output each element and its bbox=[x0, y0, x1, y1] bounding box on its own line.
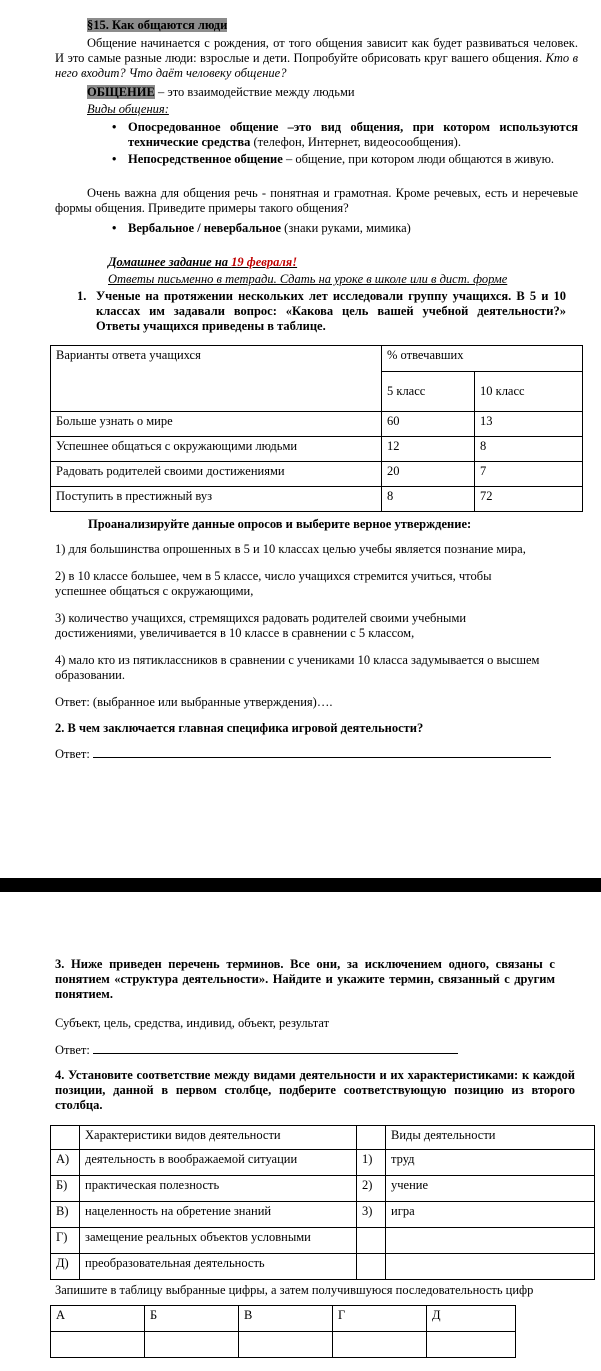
q1-header-variants: Варианты ответа учащихся bbox=[51, 346, 382, 412]
type-direct: • Непосредственное общение – общение, при котором люди общаются в живую. bbox=[108, 152, 578, 167]
type-mediated: • Опосредованное общение –это вид общения, при котором используются технические средства (телефон, Интернет, видеосообщения). bbox=[108, 120, 578, 150]
q1-number: 1. bbox=[77, 289, 87, 303]
answer-header-a: А bbox=[51, 1306, 145, 1332]
q2-answer-field[interactable] bbox=[93, 746, 551, 758]
q1-header-10: 10 класс bbox=[475, 372, 583, 412]
q4-table bbox=[50, 1125, 595, 1280]
answer-cell-b[interactable] bbox=[145, 1332, 239, 1358]
q4-header-left: Характеристики видов деятельности bbox=[80, 1126, 357, 1150]
table-row: Успешнее общаться с окружающими людьми 12 8 bbox=[51, 437, 583, 462]
q4-answer-table bbox=[50, 1305, 516, 1358]
homework-line: Домашнее задание на 19 февраля! bbox=[108, 255, 298, 269]
types-list bbox=[108, 120, 578, 167]
answer-header-g: Г bbox=[333, 1306, 427, 1332]
answer-cell-v[interactable] bbox=[239, 1332, 333, 1358]
q1-text: Ученые на протяжении нескольких лет исследовали группу учащихся. В 5 и 10 классах им задавали вопрос: «Какова цель вашей учебной деятельности?» Ответы учащихся приведены в таблице. bbox=[96, 289, 566, 333]
table-row: В) нацеленность на обретение знаний 3) игра bbox=[51, 1202, 595, 1228]
homework-instructions: Ответы письменно в тетради. Сдать на уроке в школе или в дист. форме bbox=[108, 272, 508, 286]
answer-header-v: В bbox=[239, 1306, 333, 1332]
q3-answer: Ответ: bbox=[55, 1042, 458, 1058]
speech-paragraph: Очень важна для общения речь - понятная и грамотная. Кроме речевых, есть и неречевые формы общения. Приведите примеры такого общения? bbox=[55, 186, 578, 215]
q3-text: 3. Ниже приведен перечень терминов. Все они, за исключением одного, связаны с понятием «структура деятельности». Найдите и укажите термин, связанный с другим понятием. bbox=[55, 957, 555, 1001]
q1-header-percent: % отвечавших bbox=[382, 346, 583, 372]
table-row: Д) преобразовательная деятельность bbox=[51, 1254, 595, 1280]
q1-option-3: 3) количество учащихся, стремящихся радовать родителей своими учебными достижениями, увеличивается в 10 классе в сравнении с 5 классом, bbox=[55, 611, 467, 640]
q2-text: 2. В чем заключается главная специфика игровой деятельности? bbox=[55, 721, 424, 735]
q3-terms: Субъект, цель, средства, индивид, объект, результат bbox=[55, 1016, 330, 1030]
page-divider bbox=[0, 878, 601, 892]
answer-cell-a[interactable] bbox=[51, 1332, 145, 1358]
answer-cell-g[interactable] bbox=[333, 1332, 427, 1358]
verbal-list bbox=[108, 221, 578, 236]
table-row: Больше узнать о мире 60 13 bbox=[51, 412, 583, 437]
q1-instruction: Проанализируйте данные опросов и выберите верное утверждение: bbox=[88, 517, 472, 531]
q1-option-2: 2) в 10 классе большее, чем в 5 классе, число учащихся стремится учиться, чтобы успешнее общаться с окружающими, bbox=[55, 569, 492, 598]
answer-header-d: Д bbox=[427, 1306, 516, 1332]
q1-table bbox=[50, 345, 583, 512]
q2-answer: Ответ: bbox=[55, 746, 551, 762]
answer-header-b: Б bbox=[145, 1306, 239, 1332]
q4-text: 4. Установите соответствие между видами деятельности и их характеристиками: к каждой позиции, данной в первом столбце, подберите соответствующую позицию из второго столбца. bbox=[55, 1068, 575, 1112]
table-row: А) деятельность в воображаемой ситуации 1) труд bbox=[51, 1150, 595, 1176]
types-heading: Виды общения: bbox=[87, 102, 169, 116]
intro-paragraph: Общение начинается с рождения, от того общения зависит как будет развиваться человек. И это самые разные люди: взрослые и дети. Попробуйте обрисовать круг вашего общения. Кто в него входит? Что даёт человеку общение? bbox=[55, 36, 578, 80]
table-row: Радовать родителей своими достижениями 20 7 bbox=[51, 462, 583, 487]
q4-instruction: Запишите в таблицу выбранные цифры, а затем получившуюся последовательность цифр bbox=[55, 1283, 534, 1297]
section-title: §15. Как общаются люди bbox=[87, 18, 228, 32]
q1-header-5: 5 класс bbox=[382, 372, 475, 412]
q1-option-1: 1) для большинства опрошенных в 5 и 10 классах целью учебы является познание мира, bbox=[55, 542, 526, 556]
q1-option-4: 4) мало кто из пятиклассников в сравнении с учениками 10 класса задумывается о высшем образовании. bbox=[55, 653, 540, 682]
type-verbal: • Вербальное / невербальное (знаки руками, мимика) bbox=[108, 221, 578, 236]
q3-answer-field[interactable] bbox=[93, 1042, 458, 1054]
term-definition: ОБЩЕНИЕ – это взаимодействие между людьми bbox=[87, 85, 355, 99]
table-row: Поступить в престижный вуз 8 72 bbox=[51, 487, 583, 512]
table-row: Г) замещение реальных объектов условными bbox=[51, 1228, 595, 1254]
table-row: Б) практическая полезность 2) учение bbox=[51, 1176, 595, 1202]
q1-answer-line: Ответ: (выбранное или выбранные утверждения)…. bbox=[55, 695, 333, 709]
q4-header-right: Виды деятельности bbox=[386, 1126, 595, 1150]
answer-cell-d[interactable] bbox=[427, 1332, 516, 1358]
